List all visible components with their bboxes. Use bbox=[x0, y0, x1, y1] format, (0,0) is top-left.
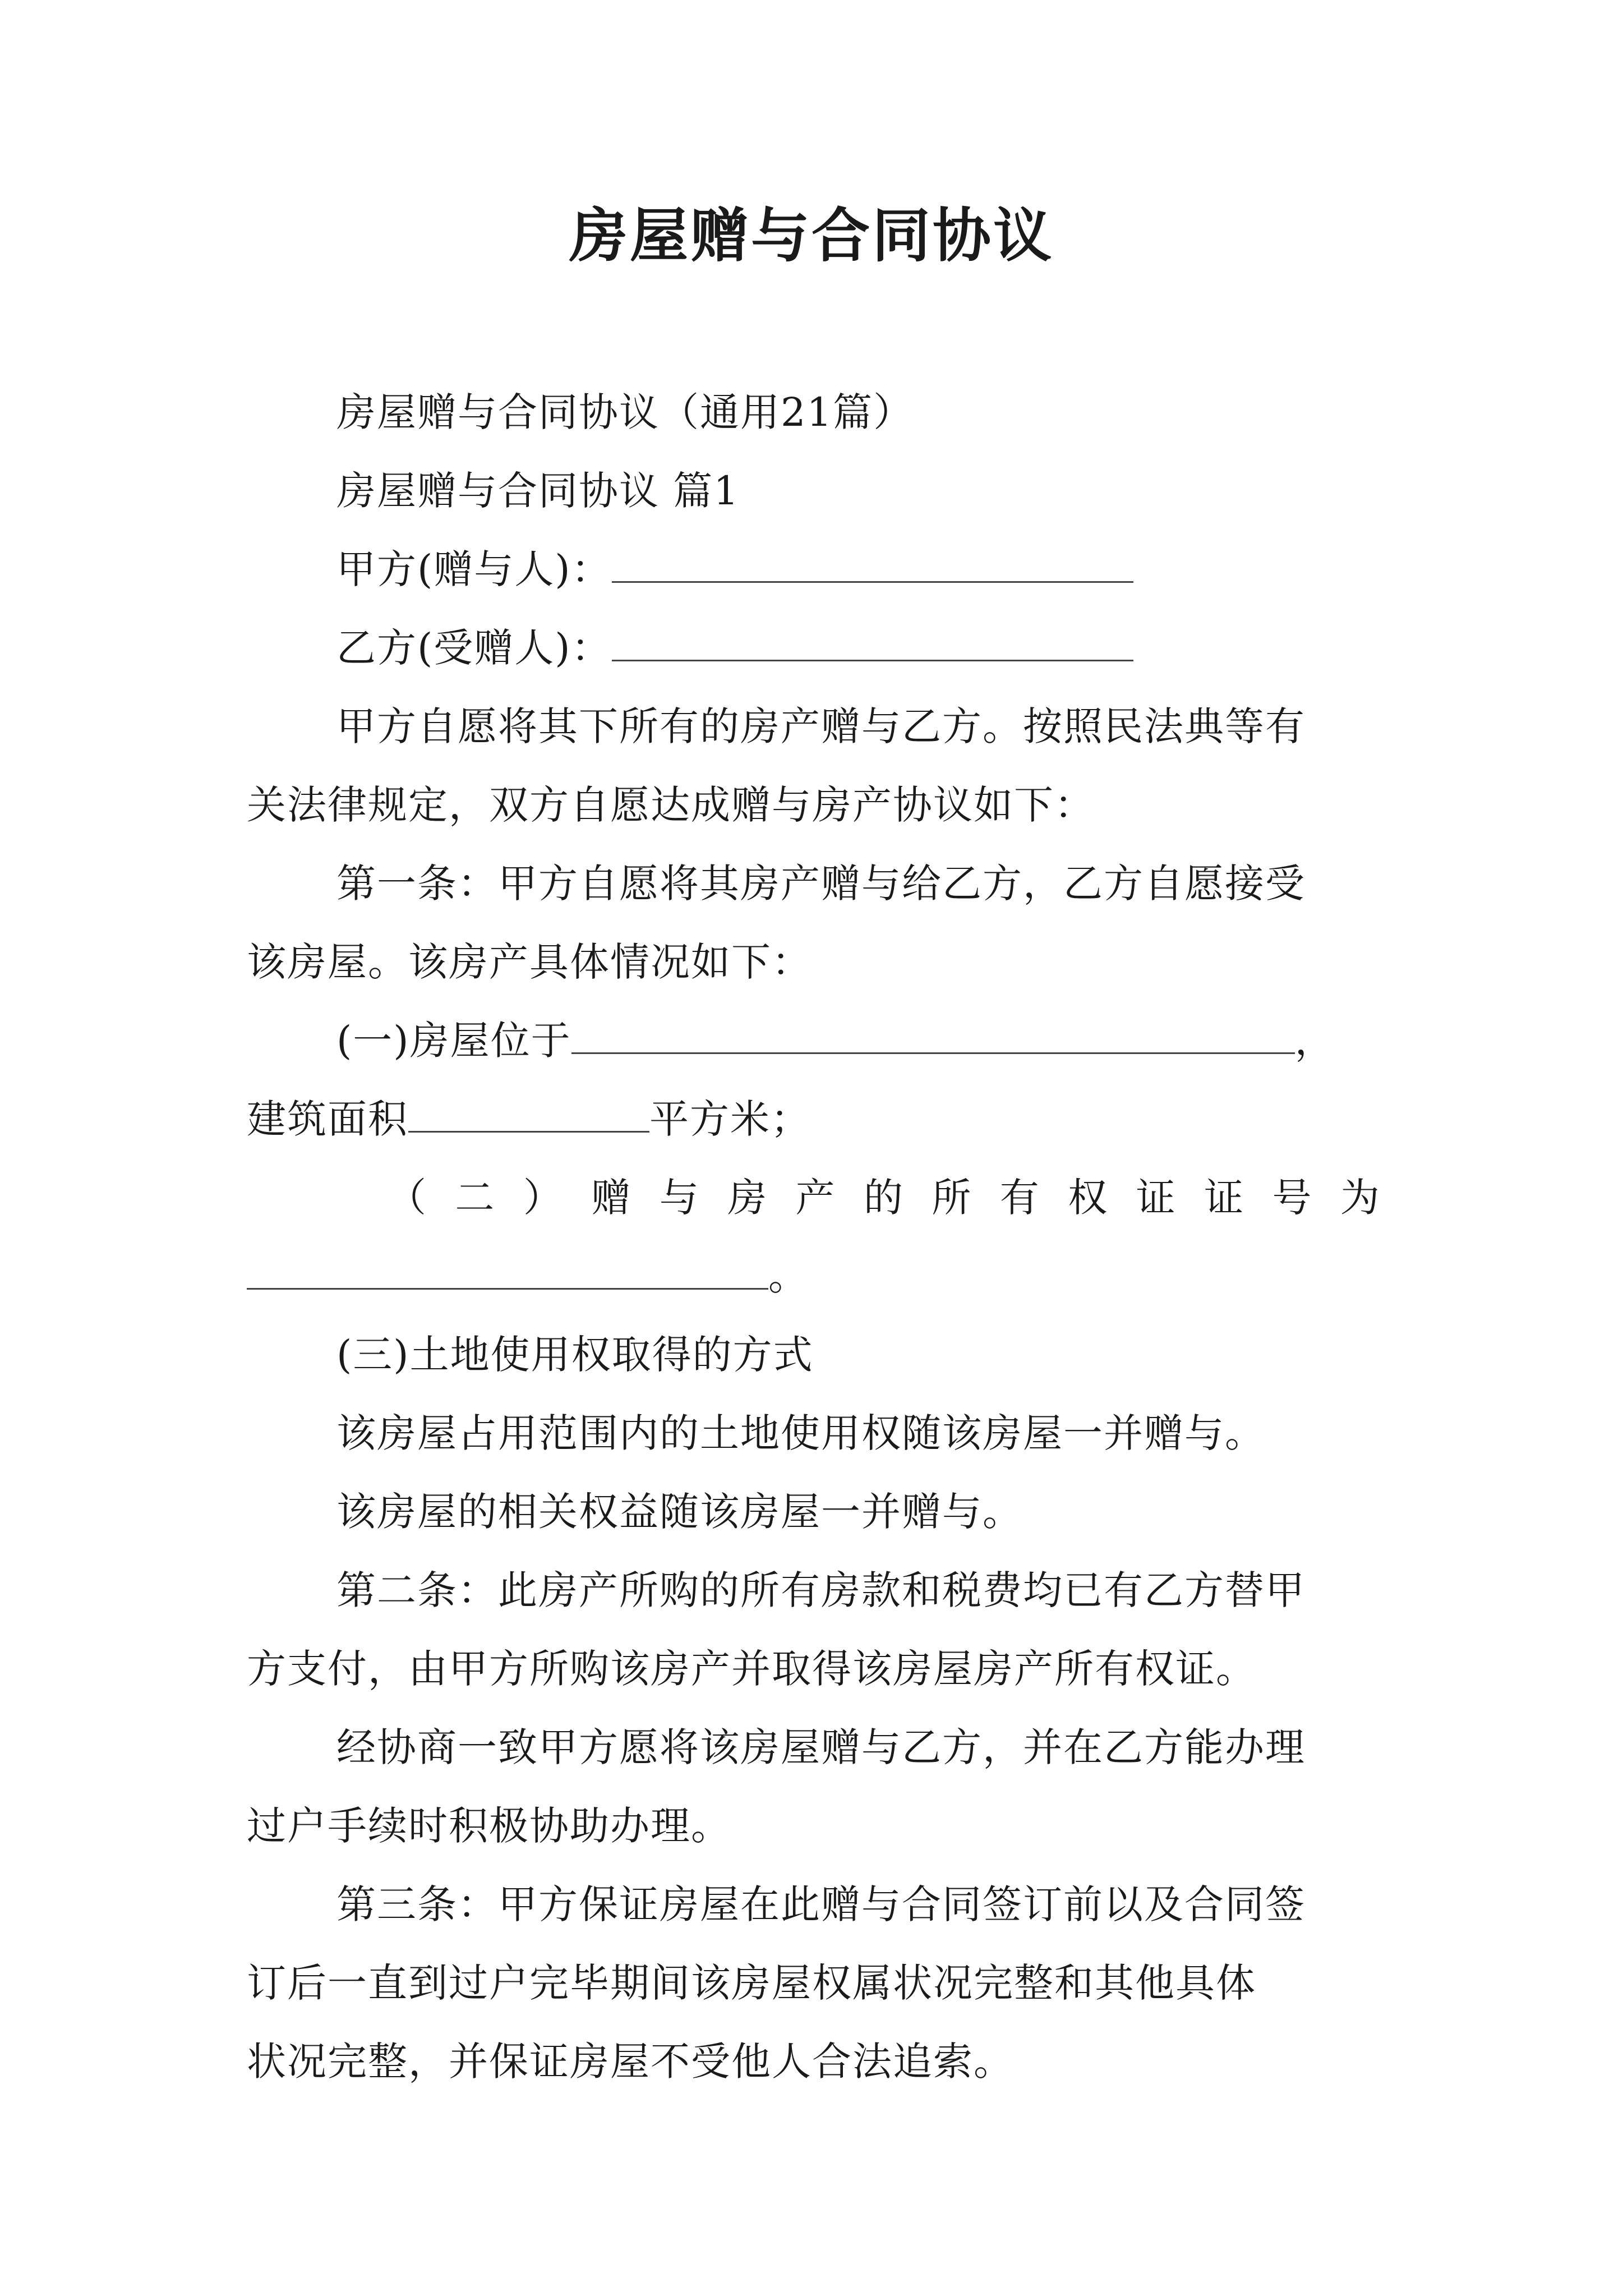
party-a-label: 甲方(赠与人)： bbox=[336, 546, 612, 592]
article-2-line-1: 第二条：此房产所购的所有房款和税费均已有乙方替甲 bbox=[336, 1567, 1306, 1613]
article-2-line-2: 方支付，由甲方所购该房产并取得该房屋房产所有权证。 bbox=[247, 1646, 1256, 1692]
area-suffix: 平方米； bbox=[649, 1096, 811, 1142]
land-text: 该房屋占用范围内的土地使用权随该房屋一并赠与。 bbox=[336, 1410, 1265, 1456]
item-2-char: 赠 bbox=[591, 1175, 631, 1221]
article-3-line-2: 订后一直到过户完毕期间该房屋权属状况完整和其他具体 bbox=[247, 1960, 1256, 2006]
certificate-line bbox=[247, 1251, 1380, 1301]
item-2-char: 与 bbox=[659, 1175, 699, 1221]
item-2-char: 号 bbox=[1272, 1175, 1312, 1221]
item-3-line: (三)土地使用权取得的方式 bbox=[336, 1332, 814, 1378]
consult-line-1: 经协商一致甲方愿将该房屋赠与乙方，并在乙方能办理 bbox=[336, 1724, 1306, 1770]
area-blank bbox=[408, 1096, 649, 1133]
item-2-char: 房 bbox=[727, 1175, 767, 1221]
party-a-line bbox=[336, 544, 1380, 595]
article-1-line-1: 第一条：甲方自愿将其房产赠与给乙方，乙方自愿接受 bbox=[336, 861, 1306, 907]
rights-text: 该房屋的相关权益随该房屋一并赠与。 bbox=[336, 1489, 1023, 1535]
item-2-char: 的 bbox=[863, 1175, 903, 1221]
party-b-blank bbox=[612, 625, 1133, 661]
subtitle: 房屋赠与合同协议（通用21篇） bbox=[336, 389, 914, 435]
article-3-line-1: 第三条：甲方保证房屋在此赠与合同签订前以及合同签 bbox=[336, 1881, 1306, 1927]
item-2-char: （ bbox=[387, 1175, 426, 1221]
party-b-label: 乙方(受赠人)： bbox=[336, 625, 612, 671]
item-2-char: ） bbox=[523, 1175, 562, 1221]
item-2-char: 二 bbox=[455, 1175, 495, 1221]
section-heading: 房屋赠与合同协议 篇1 bbox=[336, 468, 740, 514]
item-2-line bbox=[387, 1172, 1380, 1223]
certificate-end: 。 bbox=[768, 1253, 809, 1299]
document-title: 房屋赠与合同协议 bbox=[569, 201, 1054, 270]
area-line bbox=[247, 1094, 1380, 1144]
certificate-blank bbox=[247, 1253, 768, 1290]
address-blank bbox=[571, 1018, 1295, 1054]
item-2-char: 权 bbox=[1068, 1175, 1108, 1221]
item-2-char: 产 bbox=[795, 1175, 835, 1221]
party-a-blank bbox=[612, 546, 1133, 583]
article-3-line-3: 状况完整，并保证房屋不受他人合法追索。 bbox=[247, 2039, 1014, 2085]
consult-line-2: 过户手续时积极协助办理。 bbox=[247, 1803, 731, 1849]
item-2-char: 有 bbox=[999, 1175, 1039, 1221]
item-1-line bbox=[336, 1015, 1380, 1066]
item-1-prefix: (一)房屋位于 bbox=[336, 1018, 571, 1064]
intro-line-1: 甲方自愿将其下所有的房产赠与乙方。按照民法典等有 bbox=[336, 703, 1306, 749]
item-2-char: 所 bbox=[932, 1175, 971, 1221]
item-2-char: 证 bbox=[1136, 1175, 1175, 1221]
item-2-char: 证 bbox=[1204, 1175, 1244, 1221]
intro-line-2: 关法律规定，双方自愿达成赠与房产协议如下： bbox=[247, 782, 1095, 828]
item-2-char: 为 bbox=[1340, 1175, 1380, 1221]
area-prefix: 建筑面积 bbox=[247, 1096, 408, 1142]
article-1-line-2: 该房屋。该房产具体情况如下： bbox=[247, 939, 812, 985]
item-1-suffix: ， bbox=[1294, 1018, 1335, 1064]
party-b-line bbox=[336, 623, 1380, 673]
